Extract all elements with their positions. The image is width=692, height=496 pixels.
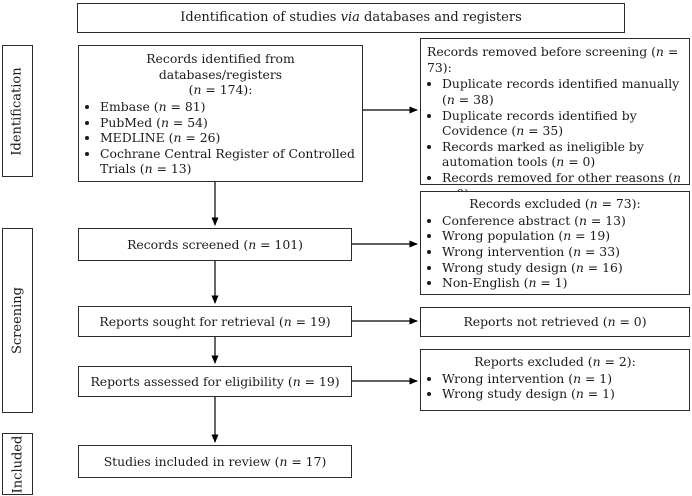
box-records-removed [420, 38, 690, 185]
box-reports-excluded-title: Reports excluded (n = 2): [474, 354, 636, 369]
list-item: • Wrong intervention (n = 33) [442, 244, 683, 260]
list-item: • Embase (n = 81) [100, 99, 356, 115]
records-excluded-list [427, 213, 683, 291]
diagram-title-box [77, 3, 625, 33]
stage-label-included [2, 433, 33, 495]
list-item: • Cochrane Central Register of Controlled Trials (n = 13) [100, 146, 356, 177]
list-item: • MEDLINE (n = 26) [100, 130, 356, 146]
box-studies-included-title: Studies included in review (n = 17) [103, 453, 327, 469]
box-records-removed-title: Records removed before screening (n = 73): [427, 44, 679, 75]
box-reports-assessed [78, 366, 352, 397]
diagram-title: Identification of studies via databases and registers [180, 9, 522, 25]
list-item: • Records removed for other reasons (n [442, 170, 683, 201]
list-item: • Duplicate records identified manually (n = 38) [442, 76, 683, 107]
list-item: • Wrong intervention (n = 1) [442, 371, 683, 387]
box-records-identified-title: Records identified from databases/registers [146, 51, 295, 82]
stage-label-identification-text: Identification [10, 66, 26, 156]
box-records-identified-subtitle: (n = 174): [188, 82, 253, 98]
reports-excluded-list [427, 371, 683, 402]
list-item: • Conference abstract (n = 13) [442, 213, 683, 229]
box-records-screened [78, 228, 352, 261]
stage-label-included-text: Included [10, 435, 25, 493]
list-item: • Wrong population (n = 19) [442, 228, 683, 244]
stage-label-screening [2, 228, 33, 413]
list-item: • Duplicate records identified by Covidence (n = 35) [442, 108, 683, 139]
list-item: • Records marked as ineligible by automation tools (n = 0) [442, 139, 683, 170]
stage-label-identification [2, 45, 33, 177]
box-records-excluded-title: Records excluded (n = 73): [469, 196, 641, 211]
box-reports-not-retrieved-title: Reports not retrieved (n = 0) [463, 314, 647, 330]
box-reports-sought [78, 306, 352, 337]
box-reports-excluded [420, 349, 690, 411]
list-item: • Wrong study design (n = 16) [442, 260, 683, 276]
records-removed-list [427, 76, 683, 201]
box-records-excluded [420, 191, 690, 295]
records-identified-list [85, 99, 356, 177]
box-records-screened-title: Records screened (n = 101) [127, 236, 303, 252]
box-records-identified [78, 45, 363, 182]
list-item: • Wrong study design (n = 1) [442, 386, 683, 402]
box-studies-included [78, 445, 352, 478]
box-reports-not-retrieved [420, 307, 690, 337]
list-item: • Non-English (n = 1) [442, 275, 683, 291]
stage-label-screening-text: Screening [10, 286, 26, 355]
box-reports-assessed-title: Reports assessed for eligibility (n = 19) [90, 373, 340, 389]
list-item: • PubMed (n = 54) [100, 115, 356, 131]
box-reports-sought-title: Reports sought for retrieval (n = 19) [99, 313, 331, 329]
